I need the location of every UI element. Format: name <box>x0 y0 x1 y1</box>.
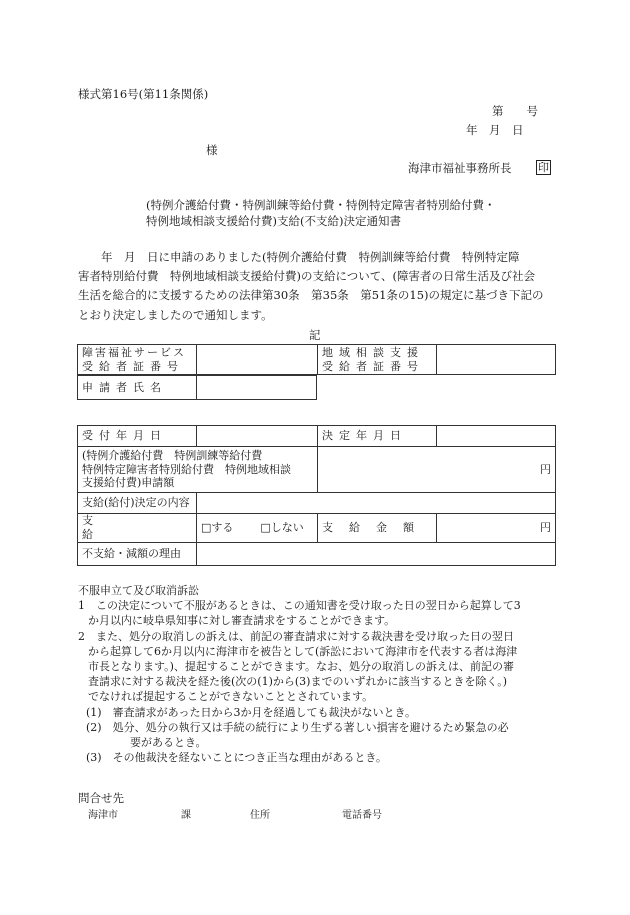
decision-date-cell[interactable] <box>437 426 556 447</box>
body-line: 生活を総合的に支援するための法律第30条 第35条 第51条の15)の規定に基づき下記の <box>78 288 544 302</box>
yen-unit: 円 <box>540 462 551 476</box>
received-date-cell[interactable] <box>197 426 318 447</box>
note-subitem: 要があるとき。 <box>130 736 207 750</box>
contact-phone: 電話番号 <box>342 810 382 821</box>
payment-amount-label: 支給金額 <box>318 514 437 543</box>
note-line: 市長となります。)、提起することができます。なお、処分の取消しの訴えは、前記の審 <box>88 660 515 674</box>
seal-mark: 印 <box>538 161 549 174</box>
note-subitem: (2) 処分、処分の執行又は手続の続行により生ずる著しい損害を避けるため緊急の必 <box>86 720 509 734</box>
option-yes-checkbox[interactable]: □する <box>201 520 234 534</box>
form-id: 様式第16号(第11条関係) <box>78 87 209 101</box>
payment-amount-cell[interactable] <box>437 514 556 543</box>
note-subitem: (1) 審査請求があった日から3か月を経過しても裁決がないとき。 <box>86 705 417 719</box>
note-line: か月以内に岐阜県知事に対し審査請求をすることができます。 <box>88 614 396 628</box>
note-line: 2 また、処分の取消しの訴えは、前記の審査請求に対する裁決書を受け取った日の翌日 <box>78 629 514 643</box>
note-line: 査請求に対する裁決を経た後(次の(1)から(3)までのいずれかに該当するときを除く。) <box>88 675 508 689</box>
body-line: 害者特別給付費 特例地域相談支援給付費)の支給について、(障害者の日常生活及び社会 <box>78 269 536 283</box>
community-cert-number-cell[interactable] <box>437 345 556 375</box>
decision-table <box>77 425 556 566</box>
claim-amount-cell[interactable] <box>318 447 556 493</box>
applicant-table <box>77 375 317 400</box>
applicant-name-label: 申請者氏名 <box>78 376 197 400</box>
contact-city: 海津市 <box>88 810 118 821</box>
payment-options <box>197 514 318 543</box>
ki-mark: 記 <box>309 328 321 342</box>
claim-amount-label: (特例介護給付費 特例訓練等給付費 特例特定障害者特別給付費 特例地域相談 支援給付費)申請額 <box>78 447 318 493</box>
payment-label: 支給 <box>78 514 197 543</box>
note-line: 1 この決定について不服があるときは、この通知書を受け取った日の翌日から起算して3 <box>78 599 521 613</box>
title-line-2: 特例地域相談支援給付費)支給(不支給)決定通知書 <box>146 214 401 228</box>
addressee-suffix: 様 <box>206 143 218 157</box>
contact-heading: 問合せ先 <box>78 791 124 805</box>
certificate-table <box>77 344 556 375</box>
option-no-checkbox[interactable]: □しない <box>260 520 304 534</box>
reason-cell[interactable] <box>197 542 556 565</box>
decision-content-cell[interactable] <box>197 493 556 514</box>
contact-section: 課 <box>181 810 191 821</box>
yen-unit: 円 <box>540 520 551 534</box>
title-line-1: (特例介護給付費・特例訓練等給付費・特例特定障害者特別給付費・ <box>146 198 496 212</box>
issuer-name: 海津市福祉事務所長 <box>408 161 512 175</box>
service-cert-label: 障害福祉サービス 受給者証番号 <box>78 345 197 375</box>
community-cert-label: 地域相談支援 受給者証番号 <box>318 345 437 375</box>
service-cert-number-cell[interactable] <box>197 345 318 375</box>
decision-date-label: 決定年月日 <box>318 426 437 447</box>
document-number: 第 号 <box>492 104 538 118</box>
appeal-notes <box>78 583 558 765</box>
decision-content-label: 支給(給付)決定の内容 <box>78 493 197 514</box>
contact-address: 住所 <box>250 810 270 821</box>
body-line: 年 月 日に申請のありました(特例介護給付費 特例訓練等給付費 特例特定障 <box>78 250 520 264</box>
note-line: でなければ提起することができないこととされています。 <box>88 690 374 704</box>
applicant-name-cell[interactable] <box>197 376 317 400</box>
note-subitem: (3) その他裁決を経ないことにつき正当な理由があるとき。 <box>86 751 387 765</box>
body-line: とおり決定しましたので通知します。 <box>78 308 273 322</box>
received-date-label: 受付年月日 <box>78 426 197 447</box>
note-line: から起算して6か月以内に海津市を被告として(訴訟において海津市を代表する者は海津 <box>88 644 518 658</box>
notes-heading: 不服申立て及び取消訴訟 <box>78 584 199 597</box>
issue-date: 年 月 日 <box>466 123 524 137</box>
reason-label: 不支給・減額の理由 <box>78 542 197 565</box>
